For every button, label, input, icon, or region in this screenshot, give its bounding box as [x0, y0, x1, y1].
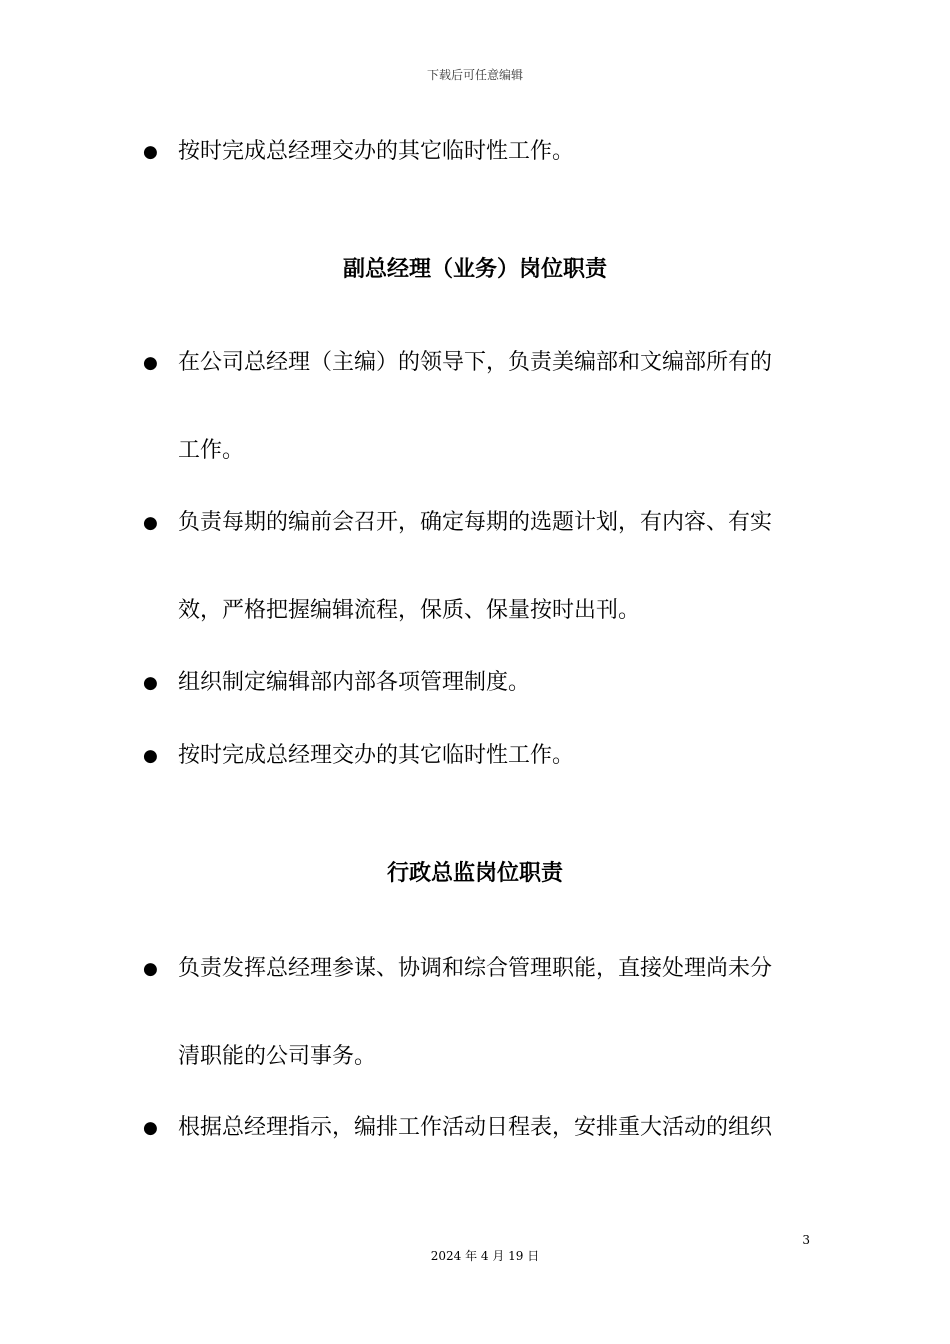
list-item-text: 负责发挥总经理参谋、协调和综合管理职能，直接处理尚未分 清职能的公司事务。	[178, 956, 773, 1069]
list-item-text: 按时完成总经理交办的其它临时性工作。	[178, 743, 575, 768]
list-item-text: 负责每期的编前会召开，确定每期的选题计划，有内容、有实 效，严格把握编辑流程，保质、保量按时出刊。	[178, 510, 773, 623]
list-item	[143, 319, 813, 495]
list-item	[143, 108, 813, 196]
bullet-icon: ●	[143, 673, 158, 693]
list-item-text: 按时完成总经理交办的其它临时性工作。	[178, 139, 575, 164]
list-item-text: 组织制定编辑部内部各项管理制度。	[178, 670, 531, 695]
bullet-icon: ●	[143, 1118, 158, 1138]
list-item	[143, 925, 813, 1101]
page-number: 3	[802, 1233, 810, 1247]
bullet-icon: ●	[143, 513, 158, 533]
list-item	[143, 1084, 813, 1172]
bullet-icon: ●	[143, 353, 158, 373]
section-title: 行政总监岗位职责	[386, 861, 563, 886]
bullet-icon: ●	[143, 746, 158, 766]
page-header: 下载后可任意编辑	[426, 68, 523, 82]
list-item-text: 在公司总经理（主编）的领导下，负责美编部和文编部所有的 工作。	[178, 350, 773, 463]
bullet-icon: ●	[143, 142, 158, 162]
list-item	[143, 712, 813, 800]
section-title: 副总经理（业务）岗位职责	[342, 257, 607, 282]
footer-date: 2024 年 4 月 19 日	[430, 1249, 540, 1263]
list-item	[143, 479, 813, 655]
bullet-icon: ●	[143, 959, 158, 979]
list-item-text: 根据总经理指示，编排工作活动日程表，安排重大活动的组织	[178, 1115, 773, 1140]
